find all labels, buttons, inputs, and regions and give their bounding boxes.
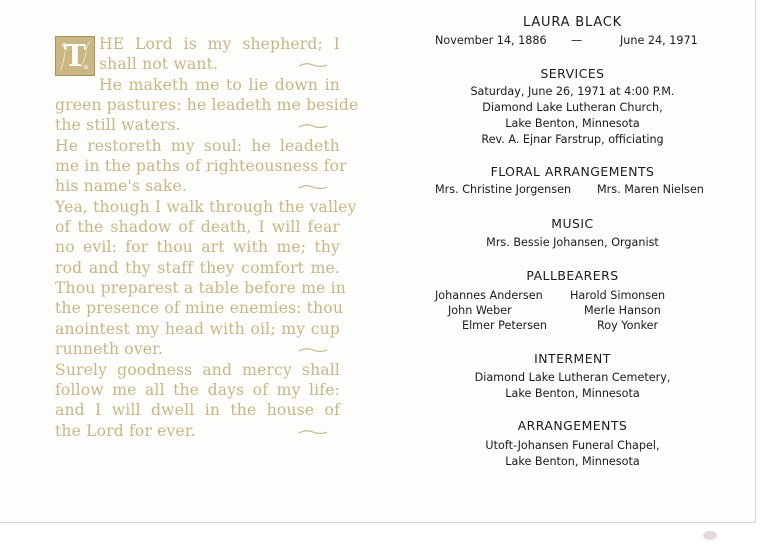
psalm-line: the presence of mine enemies: thou	[55, 299, 344, 318]
psalm-line: no evil: for thou art with me; thy	[55, 238, 340, 257]
services-line: Lake Benton, Minnesota	[505, 117, 640, 130]
psalm-line: runneth over.	[55, 339, 340, 359]
floral-name: Mrs. Maren Nielsen	[597, 183, 704, 196]
psalm-line: follow me all the days of my life:	[55, 380, 340, 399]
services-line: Diamond Lake Lutheran Church,	[482, 101, 663, 114]
services-heading: SERVICES	[540, 66, 605, 81]
interment-line: Diamond Lake Lutheran Cemetery,	[474, 371, 671, 384]
psalm-line: the still waters.	[55, 115, 340, 135]
arrangements-heading: ARRANGEMENTS	[517, 418, 628, 433]
life-dates	[420, 34, 725, 50]
psalm-line: anointest my head with oil; my cup	[55, 319, 340, 338]
death-date: June 24, 1971	[620, 34, 698, 47]
psalm-line: He restoreth my soul: he leadeth	[55, 136, 340, 155]
arrangements-line: Lake Benton, Minnesota	[505, 455, 640, 468]
psalm-line: Thou preparest a table before me in	[55, 279, 346, 298]
interment-line: Lake Benton, Minnesota	[505, 387, 640, 400]
swash-ornament-icon	[298, 122, 328, 130]
arrangements-line: Utoft-Johansen Funeral Chapel,	[485, 439, 660, 452]
music-heading: MUSIC	[551, 216, 594, 231]
psalm-line: HE Lord is my shepherd; I	[99, 35, 340, 53]
services-line: Saturday, June 26, 1971 at 4:00 P.M.	[470, 85, 675, 98]
date-separator: —	[571, 34, 583, 47]
psalm-line: the Lord for ever.	[55, 421, 340, 441]
pallbearer-name: Johannes Andersen	[435, 289, 543, 302]
psalm-line: and I will dwell in the house of	[55, 401, 340, 420]
swash-ornament-icon	[298, 61, 328, 69]
psalm-line: of the shadow of death, I will fear	[55, 218, 340, 237]
drop-cap-letter: T	[63, 38, 87, 74]
pallbearer-name: John Weber	[448, 304, 512, 317]
swash-ornament-icon	[298, 428, 328, 436]
psalm-text	[55, 34, 359, 441]
psalm-line: shall not want.	[55, 54, 340, 74]
psalm-line: me in the paths of righteousness for	[55, 157, 347, 176]
psalm-line: Surely goodness and mercy shall	[55, 360, 340, 379]
deceased-name: LAURA BLACK	[522, 15, 622, 30]
birth-date: November 14, 1886	[435, 34, 547, 47]
psalm-line: green pastures: he leadeth me beside	[55, 96, 359, 115]
pallbearer-name: Roy Yonker	[597, 319, 659, 332]
swash-ornament-icon	[298, 346, 328, 354]
psalm-line: rod and thy staff they comfort me.	[55, 258, 340, 277]
psalm-line: He maketh me to lie down in	[99, 75, 340, 94]
psalm-line: his name's sake.	[55, 176, 340, 196]
services-line: Rev. A. Ejnar Farstrup, officiating	[481, 133, 664, 146]
pallbearer-name: Elmer Petersen	[462, 319, 548, 332]
pallbearer-name: Merle Hanson	[584, 304, 661, 317]
psalm-line: Yea, though I walk through the valley	[55, 197, 357, 216]
music-line: Mrs. Bessie Johansen, Organist	[486, 236, 659, 249]
floral-heading: FLORAL ARRANGEMENTS	[490, 164, 655, 179]
pallbearer-name: Harold Simonsen	[570, 289, 666, 302]
paper-speck	[703, 531, 717, 540]
floral-name: Mrs. Christine Jorgensen	[435, 183, 572, 196]
swash-ornament-icon	[298, 183, 328, 191]
interment-heading: INTERMENT	[534, 351, 611, 366]
pallbearers-heading: PALLBEARERS	[526, 268, 619, 283]
